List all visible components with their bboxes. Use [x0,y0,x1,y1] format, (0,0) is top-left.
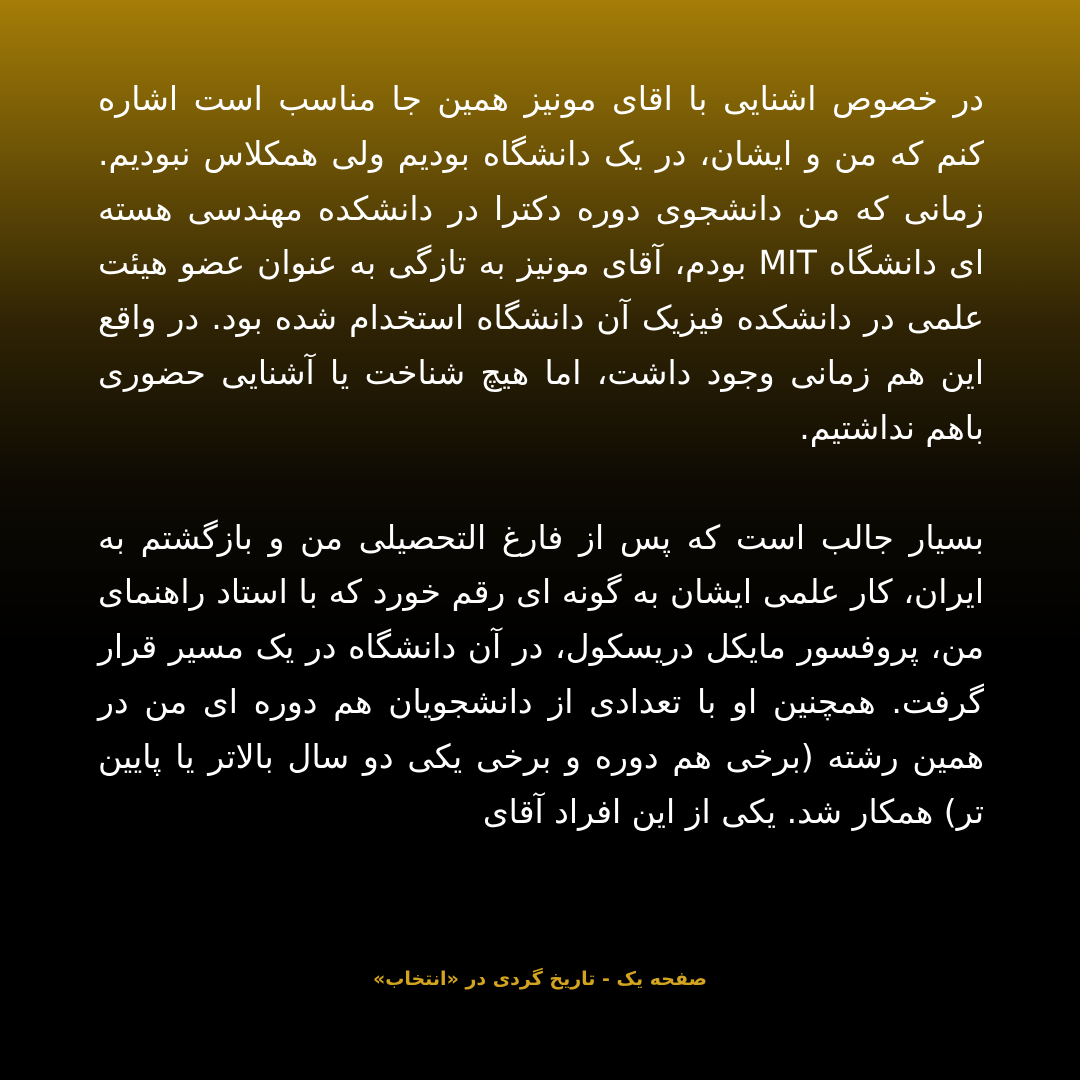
page-caption: صفحه یک - تاریخ گردی در «انتخاب» [372,968,708,990]
paragraph-2: بسیار جالب است که پس از فارغ التحصیلی من و بازگشتم به ایران، کار علمی ایشان به گونه ای رقم خورد که با استاد راهنمای من، پروفسور مایکل دریسکول، در آن دانشگاه در یک مسیر قرار گرفت. همچنین او با تعدادی از دانشجویان هم دوره ای من در همین رشته (برخی هم دوره و برخی یکی دو سال بالاتر یا پایین تر) همکار شد. یکی از این افراد آقای [98,517,984,831]
paragraph-1: در خصوص اشنایی با اقای مونیز همین جا مناسب است اشاره کنم که من و ایشان، در یک دانشگاه بودیم ولی همکلاس نبودیم. زمانی که من دانشجوی دوره دکترا در دانشکده مهندسی هسته ای دانشگاه MIT بودم، آقای مونیز به تازگی به عنوان عضو هیئت علمی در دانشکده فیزیک آن دانشگاه استخدام شده بود. در واقع این هم زمانی وجود داشت، اما هیچ شناخت یا آشنایی حضوری باهم نداشتیم. [98,79,984,447]
article-body [98,72,984,839]
